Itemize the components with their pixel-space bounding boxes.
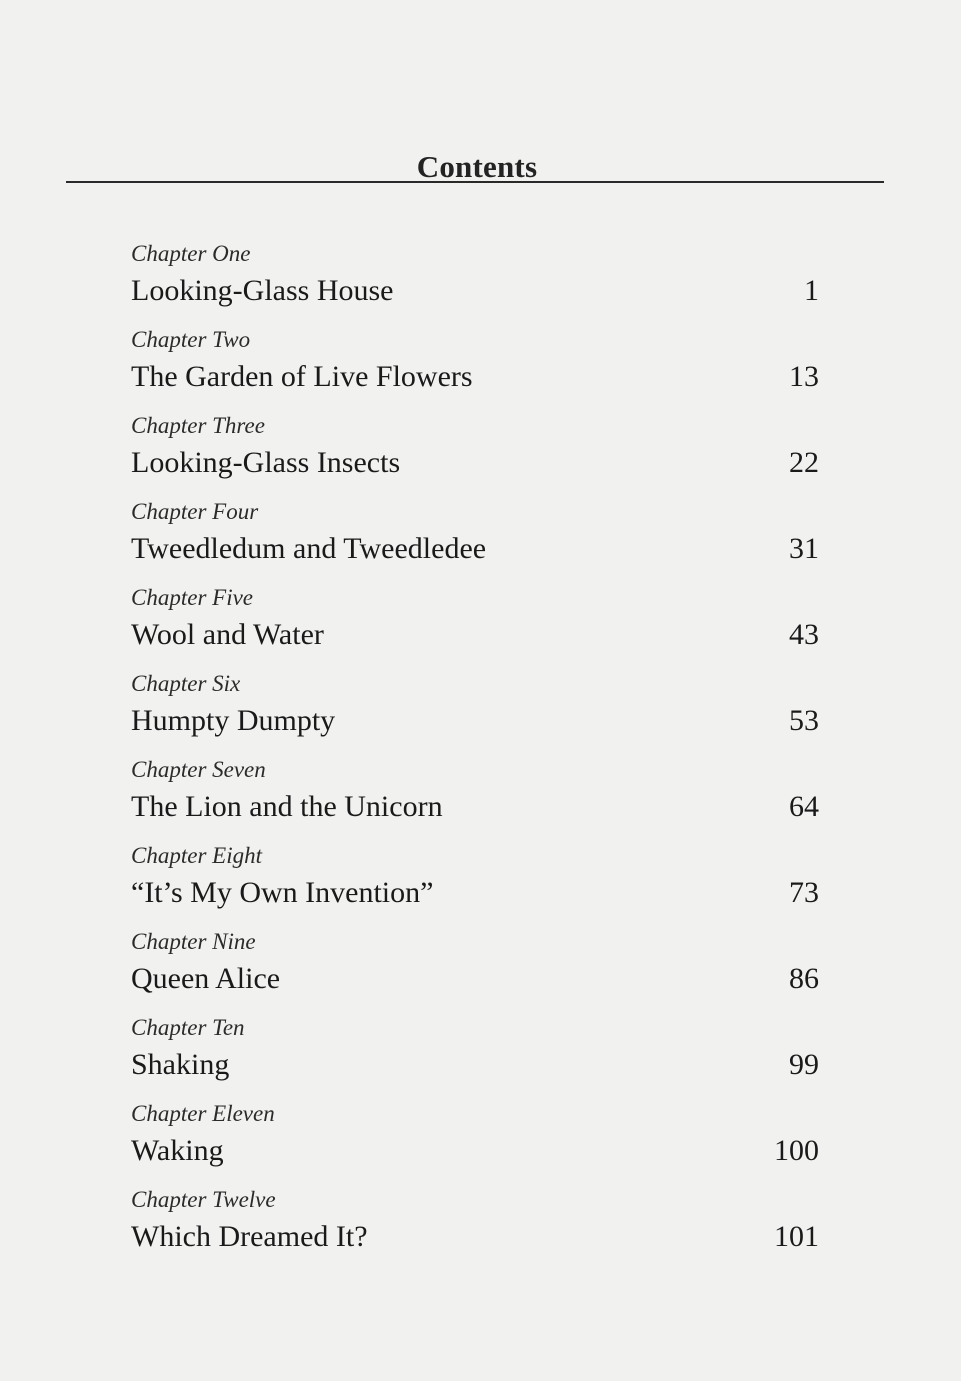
chapter-title: Looking-Glass House	[131, 274, 394, 307]
chapter-title: Tweedledum and Tweedledee	[131, 532, 487, 565]
chapter-label: Chapter Five	[131, 585, 253, 610]
chapter-title: The Garden of Live Flowers	[131, 360, 473, 393]
chapter-label: Chapter One	[131, 241, 251, 266]
page-number: 101	[774, 1220, 819, 1253]
page-number: 13	[789, 360, 819, 393]
chapter-label: Chapter Three	[131, 413, 265, 438]
toc-entry-chapter-ten[interactable]	[131, 1011, 819, 1097]
chapter-label: Chapter Seven	[131, 757, 266, 782]
page-number: 86	[789, 962, 819, 995]
toc-entry-chapter-five[interactable]	[131, 581, 819, 667]
chapter-title: Queen Alice	[131, 962, 281, 995]
page-number: 73	[789, 876, 819, 909]
title-divider	[66, 181, 884, 183]
chapter-label: Chapter Four	[131, 499, 259, 524]
table-of-contents	[131, 237, 819, 1269]
chapter-label: Chapter Six	[131, 671, 241, 696]
page-title: Contents	[416, 148, 538, 184]
chapter-label: Chapter Twelve	[131, 1187, 276, 1212]
toc-entry-chapter-three[interactable]	[131, 409, 819, 495]
chapter-label: Chapter Nine	[131, 929, 256, 954]
chapter-label: Chapter Eight	[131, 843, 262, 868]
chapter-title: Humpty Dumpty	[131, 704, 336, 737]
chapter-title: Looking-Glass Insects	[131, 446, 401, 479]
toc-entry-chapter-four[interactable]	[131, 495, 819, 581]
toc-entry-chapter-eleven[interactable]	[131, 1097, 819, 1183]
chapter-title: Waking	[131, 1134, 224, 1167]
chapter-label: Chapter Ten	[131, 1015, 245, 1040]
toc-entry-chapter-one[interactable]	[131, 237, 819, 323]
chapter-title: “It’s My Own Invention”	[131, 876, 434, 909]
toc-entry-chapter-six[interactable]	[131, 667, 819, 753]
chapter-title: Which Dreamed It?	[131, 1220, 368, 1253]
page-number: 31	[789, 532, 819, 565]
chapter-title: The Lion and the Unicorn	[131, 790, 443, 823]
toc-entry-chapter-eight[interactable]	[131, 839, 819, 925]
page-number: 43	[789, 618, 819, 651]
chapter-title: Wool and Water	[131, 618, 324, 651]
page-number: 22	[789, 446, 819, 479]
toc-entry-chapter-twelve[interactable]	[131, 1183, 819, 1269]
page-number: 53	[789, 704, 819, 737]
page-number: 1	[804, 274, 819, 307]
toc-entry-chapter-nine[interactable]	[131, 925, 819, 1011]
chapter-label: Chapter Eleven	[131, 1101, 275, 1126]
chapter-title: Shaking	[131, 1048, 230, 1081]
page-number: 99	[789, 1048, 819, 1081]
page-number: 64	[789, 790, 819, 823]
toc-entry-chapter-two[interactable]	[131, 323, 819, 409]
page-number: 100	[774, 1134, 819, 1167]
chapter-label: Chapter Two	[131, 327, 251, 352]
toc-entry-chapter-seven[interactable]	[131, 753, 819, 839]
